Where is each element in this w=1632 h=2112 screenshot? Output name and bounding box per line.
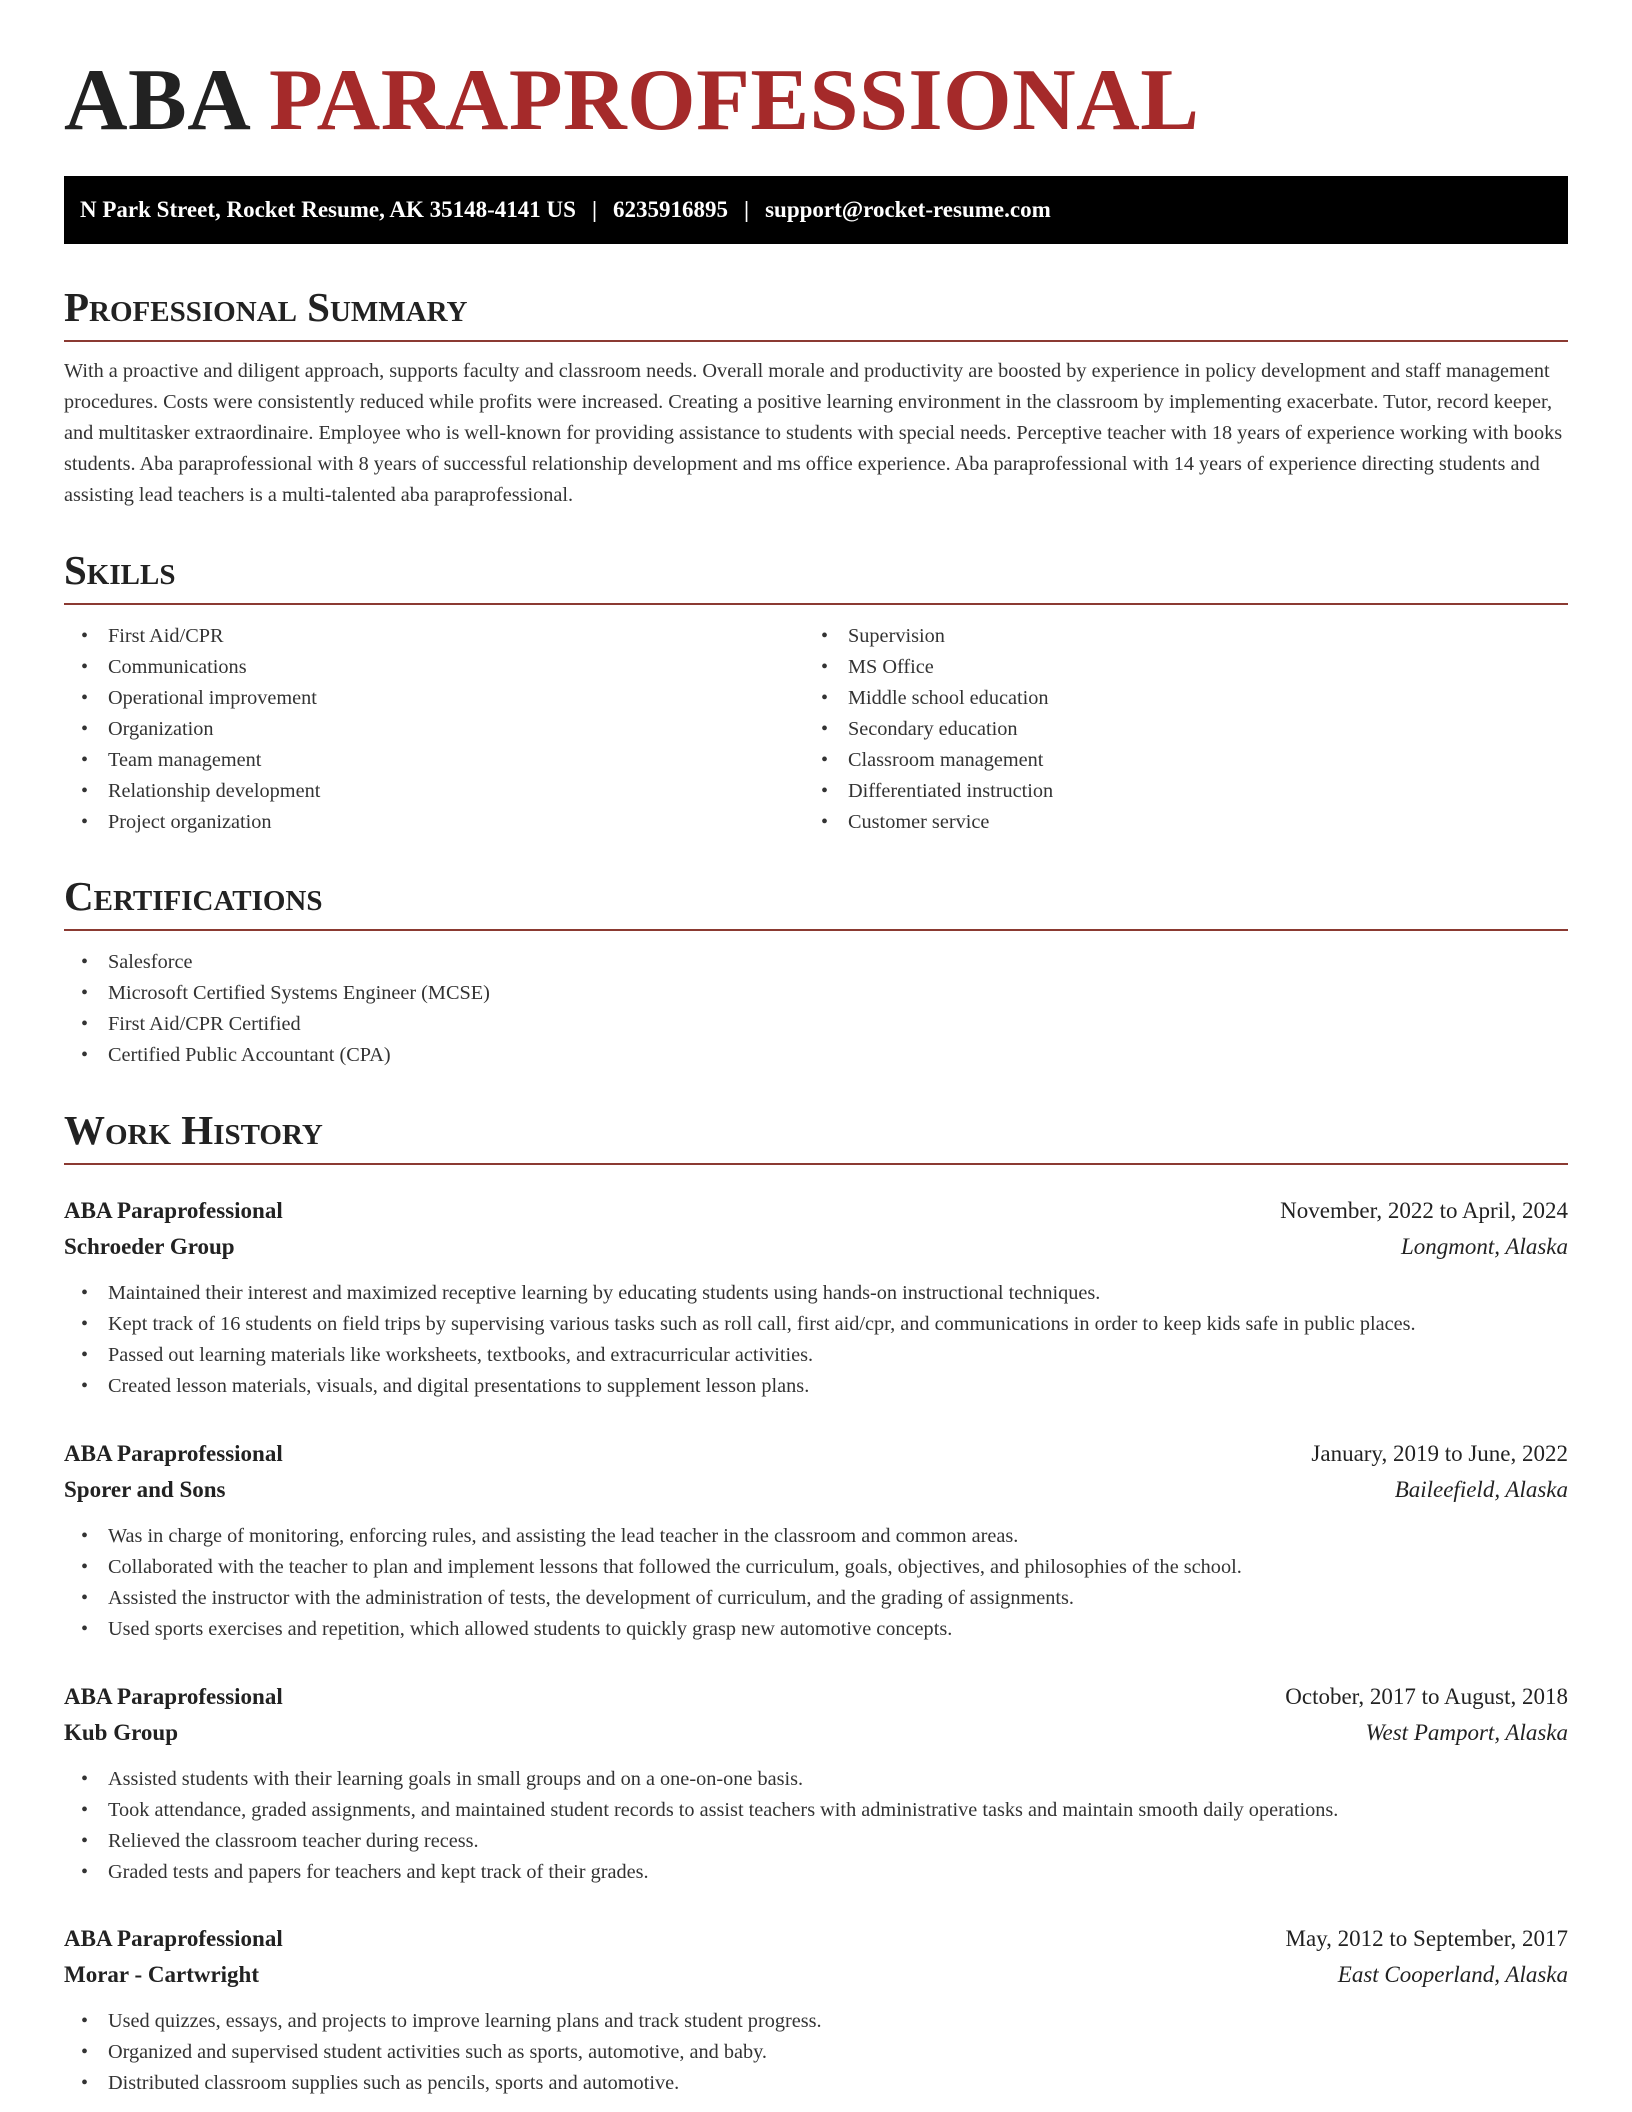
skill-item: • Supervision [804, 621, 1544, 652]
job-location: East Cooperland, Alaska [1337, 1962, 1568, 1987]
certifications-list [64, 947, 1568, 1071]
skills-grid [64, 621, 1568, 838]
job-bullet: • Used sports exercises and repetition, which allowed students to quickly grasp new automotive concepts. [64, 1614, 1568, 1645]
skills-heading: Skills [64, 546, 1568, 605]
contact-address: N Park Street, Rocket Resume, AK 35148-4141 US [80, 197, 576, 222]
job-dates: October, 2017 to August, 2018 [1285, 1684, 1568, 1709]
job-company-row [64, 1957, 1568, 1993]
job-dates: January, 2019 to June, 2022 [1311, 1441, 1568, 1466]
job-bullet: • Passed out learning materials like worksheets, textbooks, and extracurricular activities. [64, 1340, 1568, 1371]
job-dates: May, 2012 to September, 2017 [1285, 1926, 1568, 1951]
skills-section [64, 546, 1568, 838]
certification-item: • First Aid/CPR Certified [64, 1009, 1568, 1040]
job-header-row [64, 1679, 1568, 1715]
job-company-row [64, 1229, 1568, 1265]
skill-item: • Organization [64, 714, 804, 745]
contact-separator: | [591, 197, 598, 222]
skill-item: • Differentiated instruction [804, 776, 1544, 807]
skill-item: • Operational improvement [64, 683, 804, 714]
job-bullet: • Used quizzes, essays, and projects to improve learning plans and track student progress. [64, 2006, 1568, 2037]
job-company-row [64, 1472, 1568, 1508]
job-bullet: • Distributed classroom supplies such as pencils, sports and automotive. [64, 2068, 1568, 2099]
contact-phone: 6235916895 [613, 197, 729, 222]
skill-item: • Middle school education [804, 683, 1544, 714]
work-history-section [64, 1106, 1568, 1165]
resume-name [64, 50, 1199, 151]
job-bullet: • Took attendance, graded assignments, and maintained student records to assist teachers with administrative tasks and maintain smooth daily operations. [64, 1795, 1568, 1826]
job-entry [64, 1921, 1568, 2099]
work-history-heading: Work History [64, 1106, 1568, 1165]
job-header-row [64, 1436, 1568, 1472]
summary-section [64, 283, 1568, 511]
job-bullets [64, 2006, 1568, 2099]
job-company: Schroeder Group [64, 1234, 235, 1259]
job-bullet: • Maintained their interest and maximized receptive learning by educating students using hands-on instructional techniques. [64, 1278, 1568, 1309]
job-location: Longmont, Alaska [1401, 1234, 1568, 1259]
contact-bar [64, 176, 1568, 244]
skill-item: • Classroom management [804, 745, 1544, 776]
first-name: ABA [64, 52, 247, 149]
certifications-section [64, 872, 1568, 1071]
job-title: ABA Paraprofessional [64, 1684, 283, 1709]
job-header-row [64, 1921, 1568, 1957]
job-location: Baileefield, Alaska [1394, 1477, 1568, 1502]
job-entry [64, 1436, 1568, 1645]
job-title: ABA Paraprofessional [64, 1926, 283, 1951]
job-entry [64, 1679, 1568, 1888]
job-bullet: • Organized and supervised student activities such as sports, automotive, and baby. [64, 2037, 1568, 2068]
skill-item: • MS Office [804, 652, 1544, 683]
job-bullets [64, 1764, 1568, 1888]
skills-list-left [64, 621, 804, 838]
skill-item: • Relationship development [64, 776, 804, 807]
job-bullet: • Assisted the instructor with the administration of tests, the development of curriculum, and the grading of assignments. [64, 1583, 1568, 1614]
job-bullet: • Created lesson materials, visuals, and digital presentations to supplement lesson plans. [64, 1371, 1568, 1402]
contact-email[interactable]: support@rocket-resume.com [765, 197, 1051, 222]
job-company: Morar - Cartwright [64, 1962, 260, 1987]
job-title: ABA Paraprofessional [64, 1441, 283, 1466]
skill-item: • Team management [64, 745, 804, 776]
skill-item: • Secondary education [804, 714, 1544, 745]
job-bullets [64, 1521, 1568, 1645]
job-bullet: • Was in charge of monitoring, enforcing rules, and assisting the lead teacher in the classroom and common areas. [64, 1521, 1568, 1552]
skill-item: • Project organization [64, 807, 804, 838]
job-bullets [64, 1278, 1568, 1402]
job-entry [64, 1193, 1568, 1402]
skill-item: • First Aid/CPR [64, 621, 804, 652]
job-dates: November, 2022 to April, 2024 [1280, 1198, 1568, 1223]
job-company: Kub Group [64, 1720, 178, 1745]
contact-separator: | [744, 197, 750, 222]
skill-item: • Customer service [804, 807, 1544, 838]
job-location: West Pamport, Alaska [1365, 1720, 1568, 1745]
job-bullet: • Relieved the classroom teacher during recess. [64, 1826, 1568, 1857]
job-bullet: • Collaborated with the teacher to plan and implement lessons that followed the curriculum, goals, objectives, and philosophies of the school. [64, 1552, 1568, 1583]
job-bullet: • Graded tests and papers for teachers and kept track of their grades. [64, 1857, 1568, 1888]
skills-list-right [804, 621, 1544, 838]
certification-item: • Certified Public Accountant (CPA) [64, 1040, 1568, 1071]
summary-heading: Professional Summary [64, 283, 1568, 342]
job-company: Sporer and Sons [64, 1477, 226, 1502]
skill-item: • Communications [64, 652, 804, 683]
certifications-heading: Certifications [64, 872, 1568, 931]
job-header-row [64, 1193, 1568, 1229]
job-bullet: • Kept track of 16 students on field trips by supervising various tasks such as roll call, first aid/cpr, and communications in order to keep kids safe in public places. [64, 1309, 1568, 1340]
certification-item: • Salesforce [64, 947, 1568, 978]
certification-item: • Microsoft Certified Systems Engineer (MCSE) [64, 978, 1568, 1009]
job-bullet: • Assisted students with their learning goals in small groups and on a one-on-one basis. [64, 1764, 1568, 1795]
job-title: ABA Paraprofessional [64, 1198, 283, 1223]
job-company-row [64, 1715, 1568, 1751]
summary-text: With a proactive and diligent approach, supports faculty and classroom needs. Overall morale and productivity are boosted by experience in policy development and staff management procedures. Costs were consistently reduced while profits were increased. Creating a positive learning environment in the classroom by implementing exacerbate. Tutor, record keeper, and multitasker extraordinaire. Employee who is well-known for providing assistance to students with special needs. Perceptive teacher with 18 years of experience working with books students. Aba paraprofessional with 8 years of successful relationship development and ms office experience. Aba paraprofessional with 14 years of experience directing students and assisting lead teachers is a multi-talented aba paraprofessional. [64, 360, 1563, 507]
last-name: PARAPROFESSIONAL [268, 52, 1200, 149]
